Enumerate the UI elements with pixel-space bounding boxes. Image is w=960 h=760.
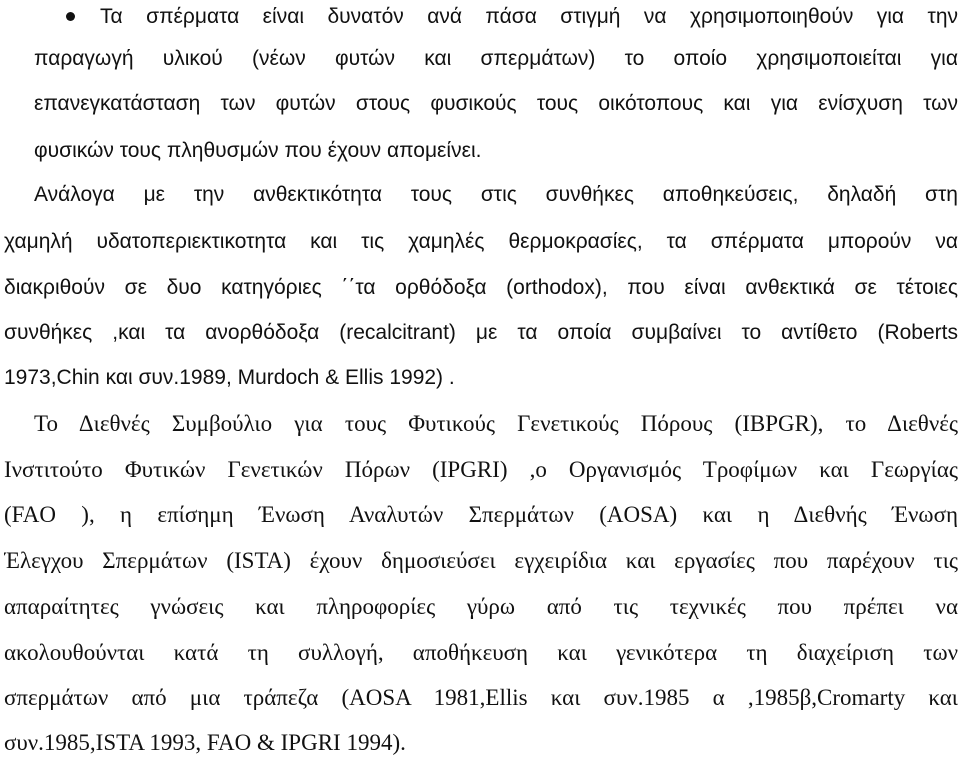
text-line: επανεγκατάσταση των φυτών στους φυσικούς τους οικότοπους και για ενίσχυση των [34,92,958,115]
text-line: παραγωγή υλικού (νέων φυτών και σπερμάτων) το οποίο χρησιμοποιείται για [34,47,958,70]
text-line: 1973,Chin και συν.1989, Murdoch & Ellis 1992) . [4,366,455,389]
text-line: φυσικών τους πληθυσμών που έχουν απομείνει. [34,139,482,162]
text-line: διακριθούν σε δυο κατηγόριες ΄΄τα ορθόδοξα (orthodox), που είναι ανθεκτικά σε τέτοιες [4,276,958,299]
bullet-point [66,12,75,21]
text-line: Ανάλογα με την ανθεκτικότητα τους στις συνθήκες αποθηκεύσεις, δηλαδή στη [34,183,958,206]
text-line: συν.1985,ISTA 1993, FAO & IPGRI 1994). [4,730,406,755]
text-line: Το Διεθνές Συμβούλιο για τους Φυτικούς Γενετικούς Πόρους (IBPGR), το Διεθνές [34,411,958,436]
text-line: χαμηλή υδατοπεριεκτικοτητα και τις χαμηλές θερμοκρασίες, τα σπέρματα μπορούν να [4,230,958,253]
text-line: σπερμάτων από μια τράπεζα (AOSA 1981,Ellis και συν.1985 α ,1985β,Cromarty και [4,685,958,710]
text-line: Ινστιτούτο Φυτικών Γενετικών Πόρων (IPGRI) ,ο Οργανισμός Τροφίμων και Γεωργίας [4,457,958,482]
text-line: (FAO ), η επίσημη Ένωση Αναλυτών Σπερμάτων (AOSA) και η Διεθνής Ένωση [4,502,958,527]
text-line: Έλεγχου Σπερμάτων (ISTA) έχουν δημοσιεύσει εγχειρίδια και εργασίες που παρέχουν τις [4,548,958,573]
text-line: ακολουθούνται κατά τη συλλογή, αποθήκευση και γενικότερα τη διαχείριση των [4,640,958,665]
text-line: απαραίτητες γνώσεις και πληροφορίες γύρω από τις τεχνικές που πρέπει να [4,594,958,619]
text-line: συνθήκες ,και τα ανορθόδοξα (recalcitrant) με τα οποία συμβαίνει το αντίθετο (Roberts [4,321,958,344]
text-line: Τα σπέρματα είναι δυνατόν ανά πάσα στιγμή να χρησιμοποιηθούν για την [100,5,958,28]
